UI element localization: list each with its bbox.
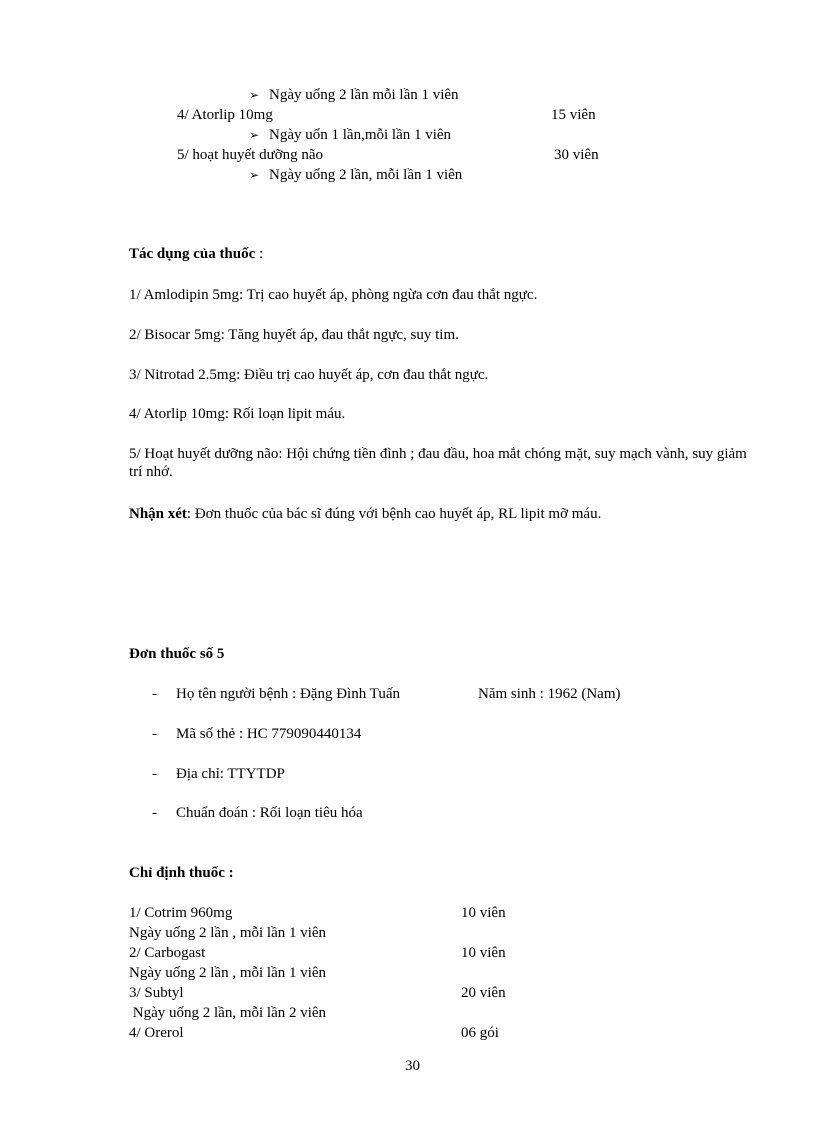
- drug-line: 5/ hoạt huyết dưỡng não: [177, 147, 324, 163]
- arrow-bullet-icon: ➢: [249, 88, 260, 102]
- med-dose: Ngày uống 2 lần , mỗi lần 1 viên: [129, 965, 327, 981]
- diagnosis-item: - Chuẩn đoán : Rối loạn tiêu hóa: [152, 805, 363, 821]
- med-quantity: 10 viên: [461, 905, 506, 921]
- prescription-title: Đơn thuốc số 5: [129, 646, 225, 662]
- birth-year: Năm sinh : 1962 (Nam): [478, 686, 621, 702]
- address-item: - Địa chỉ: TTYTDP: [152, 766, 285, 782]
- dose-line: ➢ Ngày uốn 1 lần,mỗi lần 1 viên: [249, 127, 452, 143]
- effect-item: 1/ Amlodipin 5mg: Trị cao huyết áp, phòng ngừa cơn đau thắt ngực.: [129, 287, 538, 303]
- med-name: 2/ Carbogast: [129, 945, 206, 961]
- prescribe-heading: Chỉ định thuốc :: [129, 865, 234, 881]
- page-number: 30: [405, 1058, 420, 1074]
- arrow-bullet-icon: ➢: [249, 168, 260, 182]
- med-quantity: 06 gói: [461, 1025, 499, 1041]
- med-quantity: 10 viên: [461, 945, 506, 961]
- card-number-item: - Mã số thẻ : HC 779090440134: [152, 726, 362, 742]
- med-dose: Ngày uống 2 lần , mỗi lần 1 viên: [129, 925, 327, 941]
- effect-item: 4/ Atorlip 10mg: Rối loạn lipit máu.: [129, 406, 346, 422]
- med-dose: Ngày uống 2 lần, mỗi lần 2 viên: [129, 1005, 327, 1021]
- drug-line: 4/ Atorlip 10mg: [177, 107, 273, 123]
- med-name: 3/ Subtyl: [129, 985, 184, 1001]
- effect-item: 3/ Nitrotad 2.5mg: Điều trị cao huyết áp, cơn đau thắt ngực.: [129, 367, 489, 383]
- dose-line: ➢ Ngày uống 2 lần, mỗi lần 1 viên: [249, 167, 463, 183]
- effect-item: 5/ Hoạt huyết dưỡng não: Hội chứng tiền đình ; đau đầu, hoa mắt chóng mặt, suy mạch vành, suy giảm trí nhớ.: [129, 446, 747, 480]
- effect-item: 2/ Bisocar 5mg: Tăng huyết áp, đau thắt ngực, suy tim.: [129, 327, 459, 343]
- med-name: 1/ Cotrim 960mg: [129, 905, 233, 921]
- dose-line: ➢ Ngày uống 2 lần mỗi lần 1 viên: [249, 87, 459, 103]
- effects-heading: Tác dụng của thuốc :: [129, 246, 264, 262]
- patient-name-item: - Họ tên người bệnh : Đặng Đình Tuấn: [152, 686, 400, 702]
- arrow-bullet-icon: ➢: [249, 128, 260, 142]
- med-name: 4/ Orerol: [129, 1025, 184, 1041]
- comment: Nhận xét: Đơn thuốc của bác sĩ đúng với bệnh cao huyết áp, RL lipit mỡ máu.: [129, 506, 602, 522]
- drug-quantity: 30 viên: [554, 147, 599, 163]
- drug-quantity: 15 viên: [551, 107, 596, 123]
- med-quantity: 20 viên: [461, 985, 506, 1001]
